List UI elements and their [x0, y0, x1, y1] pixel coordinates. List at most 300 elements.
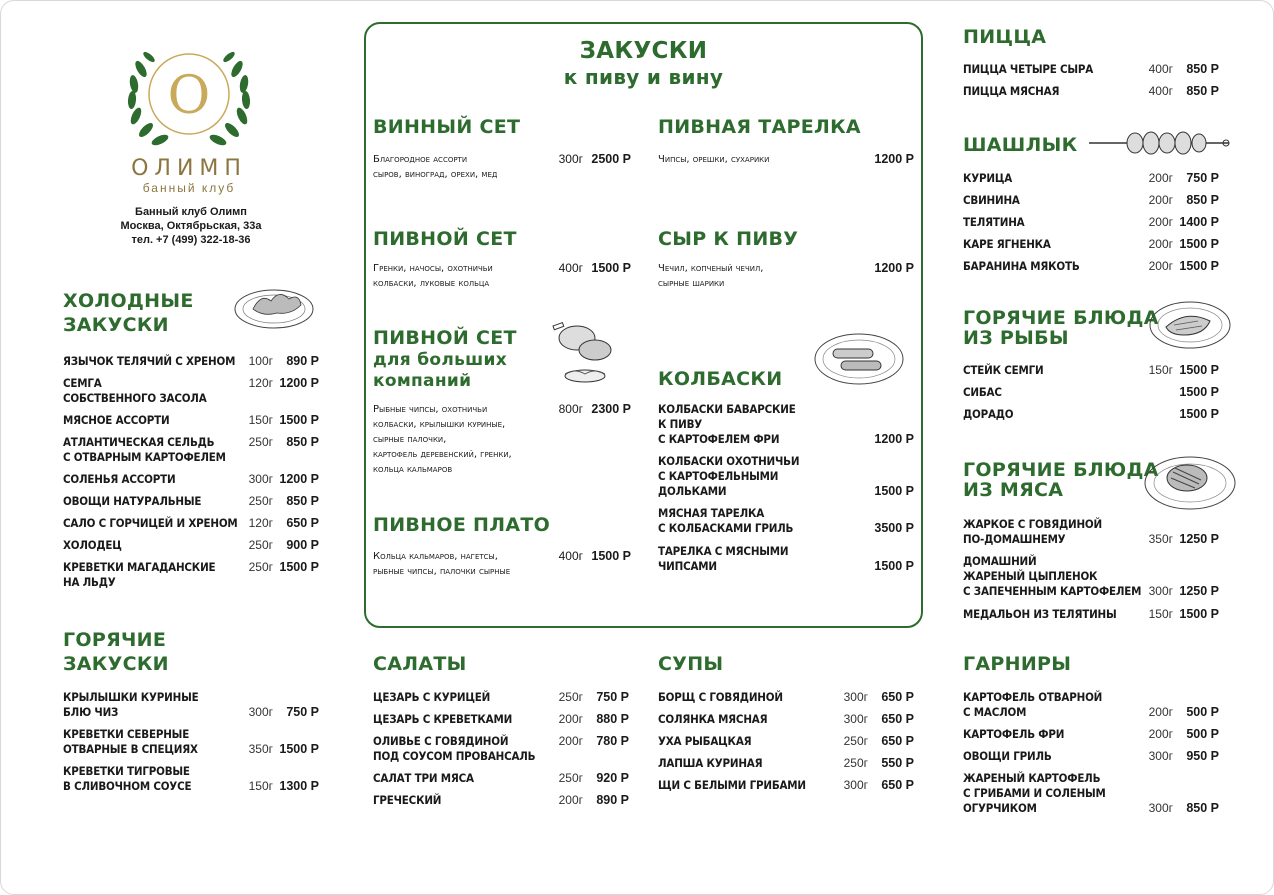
menu-item-price: 650 Р — [881, 690, 914, 704]
menu-item-name-line: САЛАТ ТРИ МЯСА — [373, 771, 474, 785]
menu-item-name-line: МЯСНАЯ ТАРЕЛКА — [658, 506, 765, 520]
menu-item-price: 890 Р — [286, 354, 319, 368]
menu-item-name-line: С МАСЛОМ — [963, 705, 1027, 719]
chicken-legs-icon — [545, 316, 621, 386]
menu-item-weight: 250г — [843, 734, 868, 748]
menu-item — [63, 538, 319, 553]
menu-item-name-line: КРЕВЕТКИ МАГАДАНСКИЕ — [63, 560, 216, 574]
menu-item-price: 650 Р — [286, 516, 319, 530]
menu-item-weight: 150г — [1148, 607, 1173, 621]
menu-item-name — [963, 259, 1080, 274]
menu-item — [63, 435, 319, 465]
menu-item-name — [63, 472, 175, 487]
menu-item-price: 750 Р — [1186, 171, 1219, 185]
club-name: Банный клуб Олимп — [135, 206, 247, 218]
menu-item-price: 850 Р — [1186, 84, 1219, 98]
menu-item-name-line: ЦЕЗАРЬ С КРЕВЕТКАМИ — [373, 712, 513, 726]
menu-item-name — [963, 215, 1024, 230]
menu-item-price: 500 Р — [1186, 705, 1219, 719]
beer-set-desc-line2: колбаски, луковые кольца — [373, 278, 490, 289]
beer-plate-price: 1200 Р — [874, 152, 914, 166]
garnish-title: ГАРНИРЫ — [963, 653, 1072, 675]
menu-item-name — [963, 607, 1117, 622]
menu-item-weight: 300г — [843, 690, 868, 704]
menu-item — [963, 727, 1219, 742]
menu-item-name-line: С КАРТОФЕЛЬНЫМИ — [658, 469, 779, 483]
menu-item-name — [963, 62, 1093, 77]
hot-snacks-title — [63, 628, 169, 676]
menu-item-weight: 250г — [843, 756, 868, 770]
menu-item-weight: 250г — [558, 771, 583, 785]
menu-item — [658, 712, 914, 727]
menu-item-weight: 200г — [1148, 171, 1173, 185]
menu-item — [373, 771, 629, 786]
menu-item-price: 650 Р — [881, 778, 914, 792]
menu-item — [63, 494, 319, 509]
cheese-price: 1200 Р — [874, 261, 914, 275]
menu-item-weight: 350г — [1148, 532, 1173, 546]
menu-item-name — [963, 407, 1013, 422]
menu-item-name-line: ТАРЕЛКА С МЯСНЫМИ — [658, 544, 789, 558]
menu-item-name-line: КУРИЦА — [963, 171, 1013, 185]
menu-item-name — [63, 538, 122, 553]
menu-item-name — [963, 363, 1043, 378]
fish-plate-icon — [1148, 299, 1232, 351]
menu-item-name — [963, 237, 1051, 252]
menu-item-weight: 300г — [843, 778, 868, 792]
logo-letter: О — [167, 66, 211, 126]
menu-item-price: 1500 Р — [874, 484, 914, 498]
menu-item-name-line: СОЛЕНЬЯ АССОРТИ — [63, 472, 176, 486]
menu-item-name-line: С ЗАПЕЧЕННЫМ КАРТОФЕЛЕМ — [963, 584, 1142, 598]
menu-item-price: 1500 Р — [1179, 607, 1219, 621]
menu-item-name — [63, 413, 169, 428]
menu-item — [63, 727, 319, 757]
menu-item — [963, 84, 1219, 99]
menu-item-name-line: ХОЛОДЕЦ — [63, 538, 122, 552]
menu-item-name-line: СОЛЯНКА МЯСНАЯ — [658, 712, 768, 726]
logo-tagline: банный клуб — [142, 181, 236, 195]
menu-item-price: 1200 Р — [874, 432, 914, 446]
menu-item-name-line: КАРТОФЕЛЬ ФРИ — [963, 727, 1065, 741]
menu-item-weight: 200г — [1148, 193, 1173, 207]
menu-item — [373, 712, 629, 727]
menu-item — [63, 472, 319, 487]
menu-item — [658, 506, 914, 536]
menu-item — [963, 62, 1219, 77]
menu-item-weight: 300г — [1148, 801, 1173, 815]
menu-item-weight: 250г — [558, 690, 583, 704]
menu-item-price: 950 Р — [1186, 749, 1219, 763]
logo — [119, 39, 259, 199]
beer-plate-title: ПИВНАЯ ТАРЕЛКА — [658, 116, 861, 138]
menu-item-weight: 350г — [248, 742, 273, 756]
menu-item — [963, 385, 1219, 400]
menu-item — [963, 749, 1219, 764]
plato-desc-line1: Кольца кальмаров, нагетсы, — [373, 551, 498, 562]
hot-snacks-title-line2: ЗАКУСКИ — [63, 653, 169, 675]
plato-weight: 400г — [558, 549, 583, 563]
menu-item-price: 850 Р — [286, 494, 319, 508]
menu-item — [63, 560, 319, 590]
menu-item — [963, 215, 1219, 230]
menu-item-name — [373, 734, 535, 764]
menu-item-name-line: КРЕВЕТКИ СЕВЕРНЫЕ — [63, 727, 190, 741]
menu-item-weight: 250г — [248, 560, 273, 574]
beer-set-price: 1500 Р — [591, 261, 631, 275]
menu-item — [963, 607, 1219, 622]
meat-title-line1: ГОРЯЧИЕ БЛЮДА — [963, 459, 1159, 481]
menu-item — [658, 778, 914, 793]
menu-item-price: 750 Р — [286, 705, 319, 719]
menu-item-name — [373, 712, 512, 727]
menu-item-weight: 250г — [248, 494, 273, 508]
menu-item-name-line: С КОЛБАСКАМИ ГРИЛЬ — [658, 521, 794, 535]
menu-item-name — [658, 402, 796, 447]
menu-item-name-line: ОЛИВЬЕ С ГОВЯДИНОЙ — [373, 734, 509, 748]
menu-item-name-line: КАРЕ ЯГНЕНКА — [963, 237, 1051, 251]
fish-title — [963, 308, 1159, 348]
menu-item-price: 880 Р — [596, 712, 629, 726]
menu-item-name — [63, 516, 238, 531]
menu-item — [373, 793, 629, 808]
big-set-desc-line1: Рыбные чипсы, охотничьи — [373, 404, 488, 415]
menu-item — [963, 690, 1219, 720]
menu-item-price: 1500 Р — [1179, 363, 1219, 377]
soups-title: СУПЫ — [658, 653, 724, 675]
menu-item — [658, 402, 914, 447]
snacks-subtitle: к пиву и вину — [563, 65, 724, 89]
shashlik-title: ШАШЛЫК — [963, 134, 1078, 156]
big-set-desc — [373, 402, 512, 477]
pizza-title: ПИЦЦА — [963, 26, 1047, 48]
menu-item — [658, 454, 914, 499]
menu-item-name — [963, 727, 1064, 742]
menu-item-name-line: СЕМГА — [63, 376, 102, 390]
big-set-desc-line3: сырные палочки, — [373, 434, 447, 445]
big-set-title — [373, 326, 517, 392]
menu-item-name-line: КАРТОФЕЛЬ ОТВАРНОЙ — [963, 690, 1103, 704]
menu-item-name — [373, 771, 474, 786]
menu-item — [963, 193, 1219, 208]
fish-title-line1: ГОРЯЧИЕ БЛЮДА — [963, 307, 1159, 329]
plato-desc-line2: рыбные чипсы, палочки сырные — [373, 566, 511, 577]
salads-title: САЛАТЫ — [373, 653, 467, 675]
menu-item-name-line: КОЛБАСКИ ОХОТНИЧЬИ — [658, 454, 800, 468]
beer-set-desc-line1: Гренки, начосы, охотничьи — [373, 263, 493, 274]
wine-set-title: ВИННЫЙ СЕТ — [373, 116, 521, 138]
menu-item — [63, 413, 319, 428]
menu-item — [63, 516, 319, 531]
hot-snacks-title-line1: ГОРЯЧИЕ — [63, 629, 167, 651]
menu-item-name-line: БАРАНИНА МЯКОТЬ — [963, 259, 1080, 273]
menu-item-weight: 150г — [248, 413, 273, 427]
menu-item-name — [963, 171, 1012, 186]
menu-item-name-line: ДОМАШНИЙ — [963, 554, 1037, 568]
big-set-weight: 800г — [558, 402, 583, 416]
cheese-desc-line2: сырные шарики — [658, 278, 725, 289]
cold-title — [63, 289, 194, 337]
menu-item-name — [63, 690, 199, 720]
big-set-title-line3: компаний — [373, 371, 472, 391]
menu-item-price: 1250 Р — [1179, 584, 1219, 598]
menu-item — [658, 734, 914, 749]
menu-item-name-line: НА ЛЬДУ — [63, 575, 116, 589]
menu-item-name-line: СВИНИНА — [963, 193, 1020, 207]
menu-item-weight: 120г — [248, 516, 273, 530]
menu-item-name — [63, 560, 215, 590]
menu-item-weight: 200г — [1148, 705, 1173, 719]
menu-item-name-line: ПИЦЦА МЯСНАЯ — [963, 84, 1060, 98]
menu-item-price: 650 Р — [881, 712, 914, 726]
club-info — [91, 205, 291, 247]
beer-set-weight: 400г — [558, 261, 583, 275]
menu-item-name-line: С КАРТОФЕЛЕМ ФРИ — [658, 432, 780, 446]
skewer-icon — [1087, 129, 1233, 159]
menu-item — [963, 171, 1219, 186]
menu-item-name — [658, 454, 799, 499]
menu-item-name — [963, 690, 1102, 720]
menu-item-weight: 200г — [1148, 215, 1173, 229]
menu-item-name — [658, 734, 751, 749]
menu-item-weight: 200г — [1148, 727, 1173, 741]
beer-plate-desc: Чипсы, орешки, сухарики — [658, 154, 770, 165]
big-set-desc-line4: картофель деревенский, гренки, — [373, 449, 512, 460]
big-set-title-line2: для больших — [373, 350, 507, 370]
menu-item — [963, 407, 1219, 422]
menu-item-price: 890 Р — [596, 793, 629, 807]
menu-item-name-line: ОТВАРНЫЕ В СПЕЦИЯХ — [63, 742, 198, 756]
menu-item-name-line: ОВОЩИ ГРИЛЬ — [963, 749, 1052, 763]
menu-item-name-line: ПИЦЦА ЧЕТЫРЕ СЫРА — [963, 62, 1094, 76]
menu-item-weight: 300г — [1148, 584, 1173, 598]
wine-set-weight: 300г — [558, 152, 583, 166]
menu-item-weight: 200г — [558, 712, 583, 726]
snacks-title: ЗАКУСКИ — [579, 38, 708, 64]
menu-item-name-line: КРЕВЕТКИ ТИГРОВЫЕ — [63, 764, 190, 778]
menu-item-name-line: ДОЛЬКАМИ — [658, 484, 727, 498]
menu-item — [658, 756, 914, 771]
wine-set-desc-line1: Благородное ассорти — [373, 154, 468, 165]
menu-item-price: 3500 Р — [874, 521, 914, 535]
menu-item-price: 1500 Р — [279, 413, 319, 427]
plato-title: ПИВНОЕ ПЛАТО — [373, 514, 551, 536]
menu-item-price: 1300 Р — [279, 779, 319, 793]
menu-item-weight: 120г — [248, 376, 273, 390]
menu-item-name-line: ЖАРЕНЫЙ ЦЫПЛЕНОК — [963, 569, 1098, 583]
menu-item-name — [658, 712, 767, 727]
menu-item-name — [373, 793, 441, 808]
menu-item-name — [63, 764, 191, 794]
menu-item-name-line: УХА РЫБАЦКАЯ — [658, 734, 752, 748]
big-set-desc-line2: колбаски, крылышки куриные, — [373, 419, 506, 430]
menu-item-price: 850 Р — [286, 435, 319, 449]
menu-item-name — [963, 517, 1102, 547]
menu-item-price: 850 Р — [1186, 62, 1219, 76]
club-address: Москва, Октябрьская, 33а — [120, 220, 262, 232]
menu-item-price: 1500 Р — [1179, 259, 1219, 273]
menu-item — [373, 734, 629, 764]
menu-item — [963, 237, 1219, 252]
menu-item-name-line: КРЫЛЫШКИ КУРИНЫЕ — [63, 690, 199, 704]
steak-plate-icon — [1143, 454, 1237, 512]
menu-item-name — [658, 544, 788, 574]
menu-item-weight: 100г — [248, 354, 273, 368]
menu-item-name-line: СТЕЙК СЕМГИ — [963, 363, 1044, 377]
menu-item-price: 850 Р — [1186, 801, 1219, 815]
menu-item-price: 780 Р — [596, 734, 629, 748]
menu-item-name — [963, 385, 1002, 400]
menu-item-weight: 200г — [558, 734, 583, 748]
big-set-price: 2300 Р — [591, 402, 631, 416]
menu-item-name-line: ГРЕЧЕСКИЙ — [373, 793, 442, 807]
menu-item-price: 1250 Р — [1179, 532, 1219, 546]
menu-item-name-line: МЯСНОЕ АССОРТИ — [63, 413, 170, 427]
menu-item — [63, 354, 319, 369]
menu-item-name-line: ПОД СОУСОМ ПРОВАНСАЛЬ — [373, 749, 536, 763]
menu-item-weight: 400г — [1148, 62, 1173, 76]
menu-item-weight: 300г — [248, 705, 273, 719]
menu-item-price: 550 Р — [881, 756, 914, 770]
menu-item — [963, 771, 1219, 816]
menu-item-name — [963, 771, 1106, 816]
menu-item-weight: 150г — [1148, 363, 1173, 377]
menu-item-weight: 150г — [248, 779, 273, 793]
menu-item-name-line: ДОРАДО — [963, 407, 1014, 421]
menu-item-name — [963, 84, 1059, 99]
menu-item-name-line: КОЛБАСКИ БАВАРСКИЕ — [658, 402, 796, 416]
menu-item-price: 1500 Р — [874, 559, 914, 573]
menu-item-price: 1500 Р — [279, 742, 319, 756]
menu-item-name-line: ЦЕЗАРЬ С КУРИЦЕЙ — [373, 690, 491, 704]
menu-item — [63, 764, 319, 794]
cold-title-line2: ЗАКУСКИ — [63, 314, 169, 336]
meat-title — [963, 460, 1159, 500]
menu-item-name-line: ЩИ С БЕЛЫМИ ГРИБАМИ — [658, 778, 806, 792]
menu-item — [63, 690, 319, 720]
cheese-desc — [658, 261, 763, 291]
menu-item-name-line: С ГРИБАМИ И СОЛЕНЫМ — [963, 786, 1106, 800]
cheese-desc-line1: Чечил, копченый чечил, — [658, 263, 764, 274]
menu-item-name — [963, 749, 1052, 764]
menu-item-weight: 300г — [843, 712, 868, 726]
menu-item — [963, 554, 1219, 599]
menu-item-price: 650 Р — [881, 734, 914, 748]
menu-item-name-line: В СЛИВОЧНОМ СОУСЕ — [63, 779, 192, 793]
menu-item-weight: 300г — [248, 472, 273, 486]
menu-item-price: 1200 Р — [279, 472, 319, 486]
club-phone: тел. +7 (499) 322-18-36 — [131, 234, 251, 246]
menu-item-name-line: ПО-ДОМАШНЕМУ — [963, 532, 1066, 546]
menu-item-name-line: ЖАРКОЕ С ГОВЯДИНОЙ — [963, 517, 1102, 531]
menu-item-name — [658, 756, 762, 771]
menu-item-weight: 250г — [248, 538, 273, 552]
menu-item-name — [63, 494, 201, 509]
sausages-plate-icon — [813, 331, 905, 387]
menu-item-name — [63, 354, 235, 369]
sausages-title: КОЛБАСКИ — [658, 368, 783, 390]
menu-item-weight: 200г — [1148, 237, 1173, 251]
menu-item-price: 500 Р — [1186, 727, 1219, 741]
menu-item-name — [658, 690, 783, 705]
menu-item — [963, 363, 1219, 378]
beer-set-desc — [373, 261, 493, 291]
menu-item-price: 1200 Р — [279, 376, 319, 390]
menu-item-name-line: ЧИПСАМИ — [658, 559, 717, 573]
menu-item-price: 1500 Р — [1179, 385, 1219, 399]
menu-item-weight: 250г — [248, 435, 273, 449]
snacks-box — [364, 22, 923, 628]
menu-item-name — [373, 690, 490, 705]
menu-item-price: 920 Р — [596, 771, 629, 785]
menu-item-name — [63, 435, 226, 465]
laurel-wreath-icon — [119, 39, 259, 159]
menu-item-name — [963, 554, 1141, 599]
menu-item-name — [658, 778, 806, 793]
plato-desc — [373, 549, 510, 579]
menu-item-name-line: ТЕЛЯТИНА — [963, 215, 1025, 229]
menu-item — [63, 376, 319, 406]
menu-item-name-line: АТЛАНТИЧЕСКАЯ СЕЛЬДЬ — [63, 435, 215, 449]
menu-item — [658, 544, 914, 574]
menu-item-name-line: К ПИВУ — [658, 417, 703, 431]
menu-item — [373, 690, 629, 705]
menu-item-name — [63, 376, 207, 406]
big-set-title-line1: ПИВНОЙ СЕТ — [373, 327, 517, 349]
menu-item-price: 1400 Р — [1179, 215, 1219, 229]
menu-item-price: 750 Р — [596, 690, 629, 704]
beer-set-title: ПИВНОЙ СЕТ — [373, 228, 517, 250]
logo-name: ОЛИМП — [131, 156, 247, 181]
menu-item-weight: 300г — [1148, 749, 1173, 763]
wine-set-desc — [373, 152, 497, 182]
menu-item-name-line: СИБАС — [963, 385, 1002, 399]
menu-item-name-line: МЕДАЛЬОН ИЗ ТЕЛЯТИНЫ — [963, 607, 1117, 621]
cold-title-line1: ХОЛОДНЫЕ — [63, 290, 194, 312]
menu-item-price: 1500 Р — [1179, 237, 1219, 251]
menu-item-name-line: БОРЩ С ГОВЯДИНОЙ — [658, 690, 783, 704]
menu-item — [658, 690, 914, 705]
menu-item-price: 1500 Р — [1179, 407, 1219, 421]
meat-title-line2: ИЗ МЯСА — [963, 479, 1064, 501]
menu-item-weight: 200г — [558, 793, 583, 807]
menu-item-name — [963, 193, 1020, 208]
menu-item-name — [658, 506, 793, 536]
menu-item — [963, 517, 1219, 547]
menu-item-name-line: САЛО С ГОРЧИЦЕЙ И ХРЕНОМ — [63, 516, 238, 530]
menu-item-name-line: ЯЗЫЧОК ТЕЛЯЧИЙ С ХРЕНОМ — [63, 354, 236, 368]
menu-item-name-line: ОВОЩИ НАТУРАЛЬНЫЕ — [63, 494, 202, 508]
menu-item-name-line: БЛЮ ЧИЗ — [63, 705, 119, 719]
big-set-desc-line5: кольца кальмаров — [373, 464, 453, 475]
menu-item-price: 900 Р — [286, 538, 319, 552]
wine-set-desc-line2: сыров, виноград, орехи, мед — [373, 169, 498, 180]
menu-item-name-line: ЛАПША КУРИНАЯ — [658, 756, 763, 770]
plato-price: 1500 Р — [591, 549, 631, 563]
cheese-title: СЫР К ПИВУ — [658, 228, 799, 250]
wine-set-price: 2500 Р — [591, 152, 631, 166]
menu-item-name-line: СОБСТВЕННОГО ЗАСОЛА — [63, 391, 207, 405]
menu-item-weight: 200г — [1148, 259, 1173, 273]
menu-item-name-line: С ОТВАРНЫМ КАРТОФЕЛЕМ — [63, 450, 226, 464]
menu-item — [963, 259, 1219, 274]
cold-plate-icon — [233, 281, 315, 331]
menu-item-name-line: ЖАРЕНЫЙ КАРТОФЕЛЬ — [963, 771, 1101, 785]
menu-item-name — [63, 727, 198, 757]
menu-item-weight: 400г — [1148, 84, 1173, 98]
menu-item-price: 850 Р — [1186, 193, 1219, 207]
fish-title-line2: ИЗ РЫБЫ — [963, 327, 1069, 349]
